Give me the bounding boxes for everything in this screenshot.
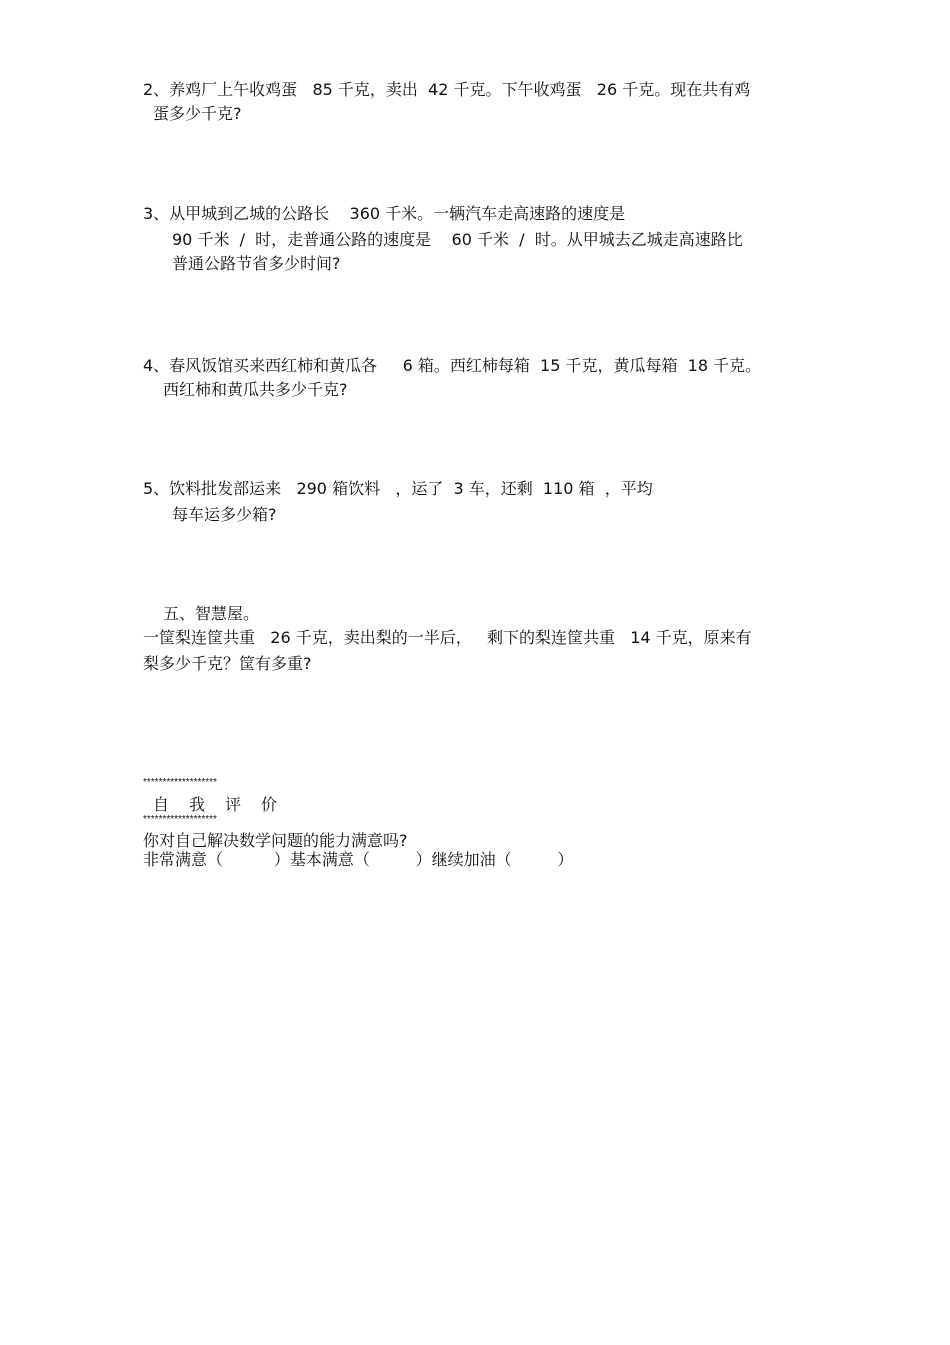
problem-5-line-1: 5、饮料批发部运来 290 箱饮料 ，运了 3 车，还剩 110 箱 ，平均 (143, 479, 653, 498)
stars-divider-top: ******************* (143, 777, 217, 788)
brainteaser-line-2: 梨多少千克？筐有多重? (143, 654, 312, 673)
problem-2-line-2: 蛋多少千克? (153, 104, 242, 123)
problem-3-line-2: 90 千米 / 时，走普通公路的速度是 60 千米 / 时。从甲城去乙城走高速路比 (172, 230, 743, 249)
problem-3-line-3: 普通公路节省多少时间? (172, 254, 341, 273)
self-eval-title: 自我评价 (153, 795, 298, 814)
stars-divider-bottom: ******************* (143, 814, 217, 825)
problem-5-line-2: 每车运多少箱? (172, 505, 277, 524)
self-eval-options: 非常满意（ ）基本满意（ ）继续加油（ ） (143, 850, 574, 869)
self-eval-question: 你对自己解决数学问题的能力满意吗? (143, 831, 408, 850)
problem-4-line-1: 4、春风饭馆买来西红柿和黄瓜各 6 箱。西红柿每箱 15 千克，黄瓜每箱 18 千克。 (143, 356, 762, 375)
section-heading: 五、智慧屋。 (163, 604, 260, 623)
problem-2-line-1: 2、养鸡厂上午收鸡蛋 85 千克，卖出 42 千克。下午收鸡蛋 26 千克。现在共有鸡 (143, 80, 751, 99)
problem-4-line-2: 西红柿和黄瓜共多少千克? (163, 380, 348, 399)
problem-3-line-1: 3、从甲城到乙城的公路长 360 千米。一辆汽车走高速路的速度是 (143, 204, 626, 223)
brainteaser-line-1: 一筐梨连筐共重 26 千克，卖出梨的一半后， 剩下的梨连筐共重 14 千克，原来有 (143, 628, 752, 647)
